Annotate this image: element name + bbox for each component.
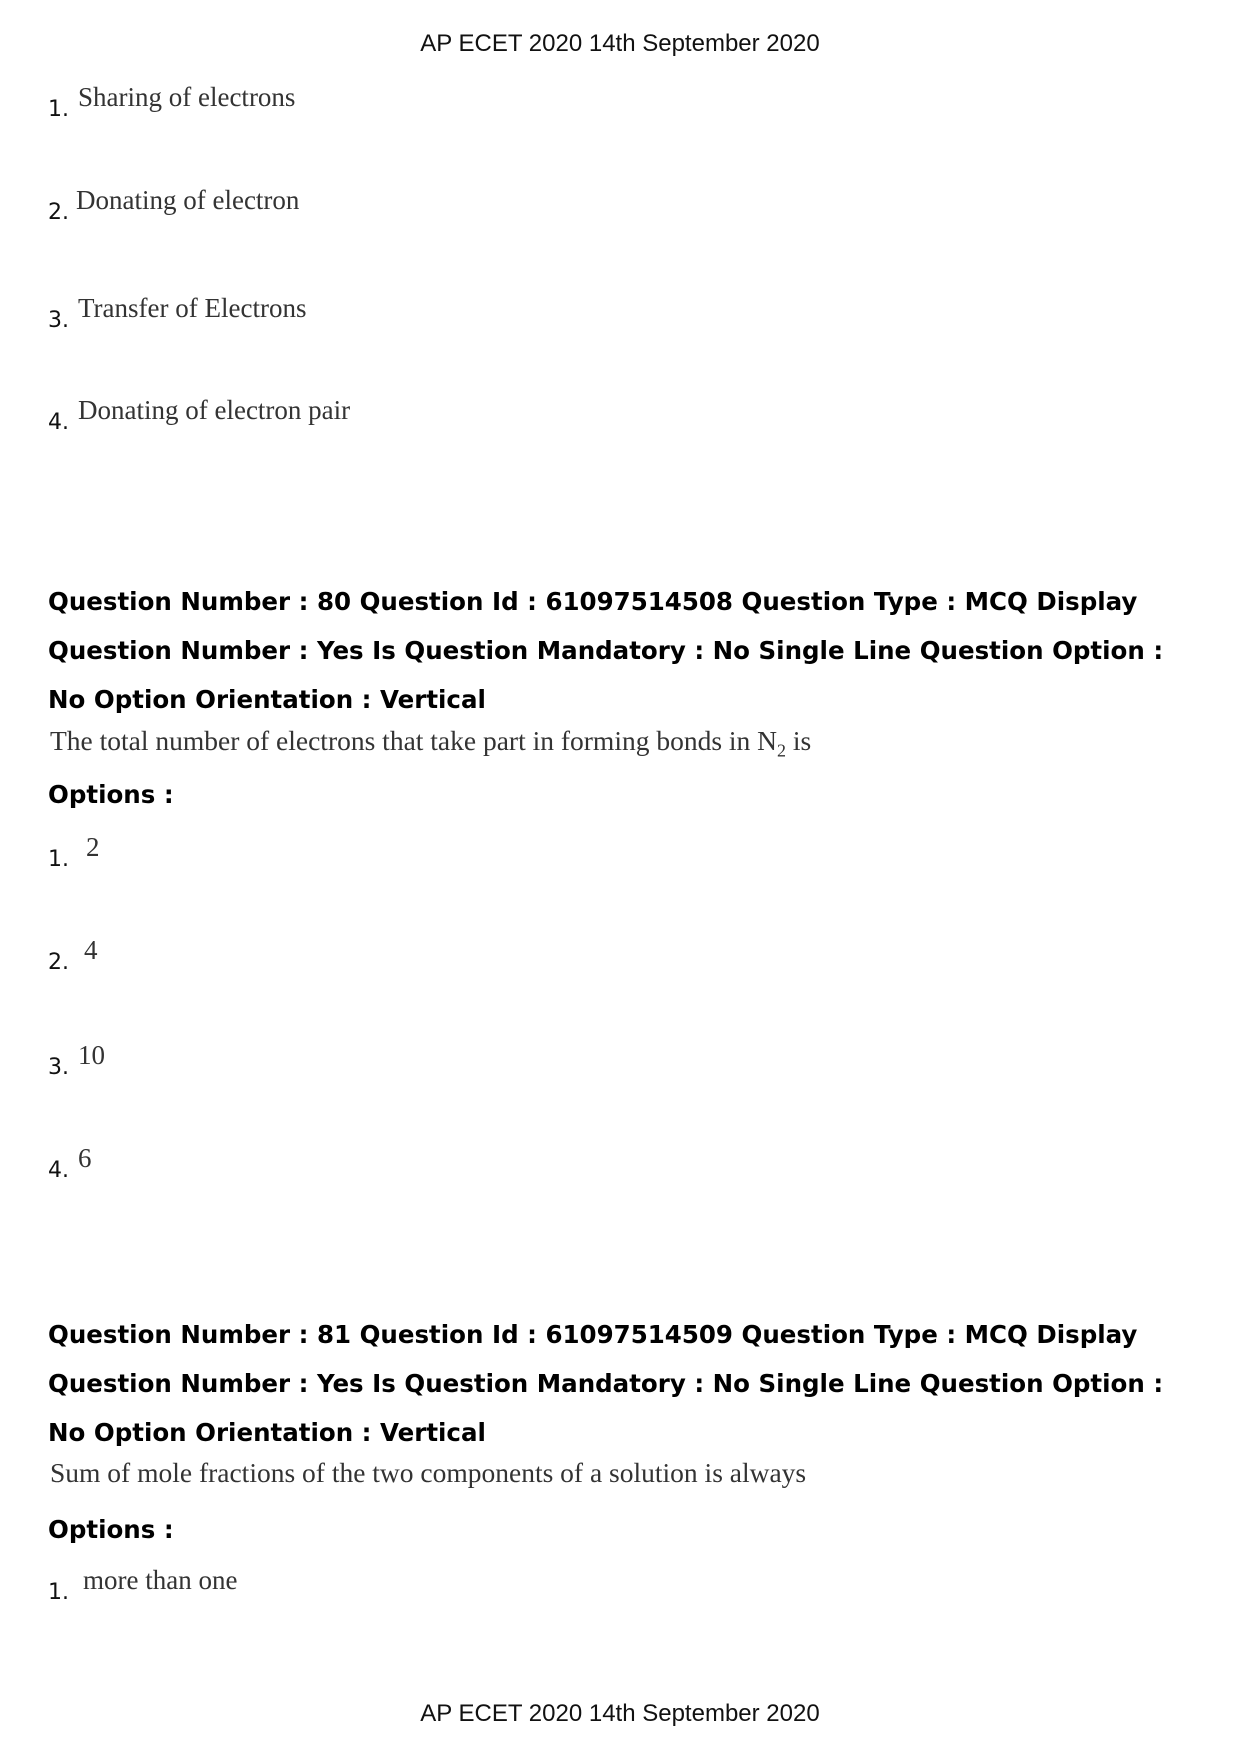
option-text: 2 [86,832,100,862]
option-text: Donating of electron pair [78,395,351,425]
option-text: Donating of electron [76,185,300,215]
question-80-meta: Question Number : 80 Question Id : 61097514508 Question Type : MCQ Display Question Number : Yes Is Question Mandatory : No Single Line Question Option : No Option Orientation : Vertical [48,587,1164,714]
option-text: 10 [78,1040,105,1070]
option-item [48,293,307,334]
page-header: AP ECET 2020 14th September 2020 [420,30,820,57]
option-number: 2. [48,950,69,975]
option-text: Sharing of electrons [78,82,296,112]
question-81-text: Sum of mole fractions of the two components of a solution is always [50,1457,807,1488]
option-number: 1. [48,97,69,122]
option-text: 6 [78,1143,92,1173]
option-number: 3. [48,1055,69,1080]
option-text: more than one [83,1565,238,1595]
question-80-text-subscript: 2 [777,740,787,761]
option-number: 1. [48,1580,69,1605]
option-item [48,1143,92,1184]
question-80-text-end: is [786,725,812,756]
option-item [48,935,98,976]
option-number: 1. [48,847,69,872]
option-item [48,1040,105,1081]
option-text: 4 [84,935,98,965]
option-number: 4. [48,1158,69,1183]
question-81-options-label: Options : [48,1515,174,1544]
option-number: 4. [48,410,69,435]
option-item [48,82,296,123]
page-footer: AP ECET 2020 14th September 2020 [420,1700,820,1727]
option-item [48,832,100,873]
option-item [48,395,351,436]
question-80-text-main: The total number of electrons that take part in forming bonds in N [50,725,778,756]
option-text: Transfer of Electrons [78,293,307,323]
question-80-text [50,725,811,762]
option-item [48,185,300,226]
option-number: 2. [48,200,69,225]
question-80-options-label: Options : [48,780,174,809]
question-81-meta: Question Number : 81 Question Id : 61097514509 Question Type : MCQ Display Question Number : Yes Is Question Mandatory : No Single Line Question Option : No Option Orientation : Vertical [48,1320,1164,1447]
option-number: 3. [48,308,69,333]
option-item [48,1565,238,1606]
